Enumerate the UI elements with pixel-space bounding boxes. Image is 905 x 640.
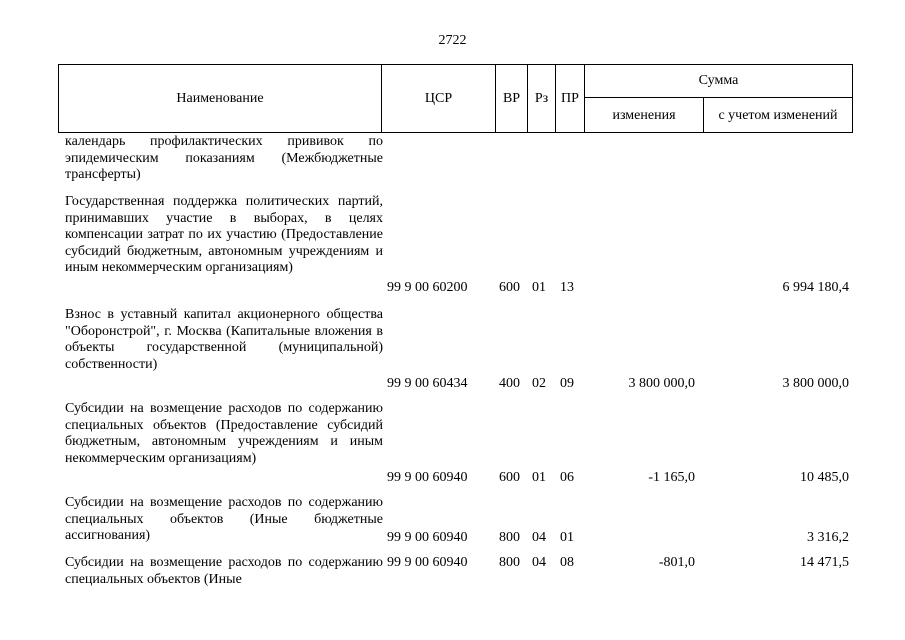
table-row	[58, 495, 853, 546]
row-rz: 01	[532, 280, 546, 295]
row-rz: 01	[532, 470, 546, 485]
header-vr: ВР	[502, 90, 521, 106]
row-rz: 02	[532, 376, 546, 391]
row-csr: 99 9 00 60940	[387, 530, 468, 545]
row-vr: 600	[499, 280, 520, 295]
row-vr: 800	[499, 530, 520, 545]
row-change: -1 165,0	[648, 470, 695, 485]
row-total: 14 471,5	[800, 555, 849, 570]
row-csr: 99 9 00 60940	[387, 470, 468, 485]
table-row	[58, 194, 853, 296]
header-sum: Сумма	[698, 73, 739, 88]
header-rz: Рз	[534, 90, 549, 106]
col-border	[852, 64, 853, 133]
row-total: 10 485,0	[800, 470, 849, 485]
row-pr: 09	[560, 376, 574, 391]
row-pr: 06	[560, 470, 574, 485]
row-name: Государственная поддержка политических партий, принимавших участие в выборах, в целях компенсации затрат по их участию (Предоставление субсидий бюджетным, автономным учреждениям и иным некоммерческим организациям)	[65, 194, 383, 275]
row-total: 3 800 000,0	[782, 376, 849, 391]
row-name: Субсидии на возмещение расходов по содержанию специальных объектов (Предоставление субсидий бюджетным, автономным учреждениям и иным некоммерческим организациям)	[65, 401, 383, 466]
row-rz: 04	[532, 555, 546, 570]
row-total: 6 994 180,4	[782, 280, 849, 295]
row-pr: 08	[560, 555, 574, 570]
table-row	[58, 133, 853, 183]
row-total: 3 316,2	[807, 530, 849, 545]
row-pr: 01	[560, 530, 574, 545]
row-vr: 600	[499, 470, 520, 485]
row-name: Взнос в уставный капитал акционерного общества "Оборонстрой", г. Москва (Капитальные вложения в объекты государственной (муниципальной) собственности)	[65, 307, 383, 372]
header-change: изменения	[612, 107, 676, 123]
table-row	[58, 555, 853, 589]
row-pr: 13	[560, 280, 574, 295]
header-pr: ПР	[561, 90, 579, 106]
header-name: Наименование	[176, 90, 264, 106]
row-name: календарь профилактических прививок по эпидемическим показаниям (Межбюджетные трансферты)	[65, 134, 383, 182]
row-csr: 99 9 00 60940	[387, 555, 468, 570]
row-vr: 800	[499, 555, 520, 570]
table-header	[58, 64, 853, 133]
row-csr: 99 9 00 60200	[387, 280, 468, 295]
row-name: Субсидии на возмещение расходов по содержанию специальных объектов (Иные бюджетные ассигнования)	[65, 495, 383, 543]
row-vr: 400	[499, 376, 520, 391]
header-total: с учетом изменений	[718, 107, 838, 123]
row-rz: 04	[532, 530, 546, 545]
header-csr: ЦСР	[424, 90, 453, 106]
page-number: 2722	[438, 33, 467, 48]
row-name: Субсидии на возмещение расходов по содержанию специальных объектов (Иные	[65, 555, 383, 587]
row-csr: 99 9 00 60434	[387, 376, 468, 391]
row-change: -801,0	[658, 555, 695, 570]
table-row	[58, 307, 853, 392]
table-row	[58, 401, 853, 486]
row-change: 3 800 000,0	[628, 376, 695, 391]
